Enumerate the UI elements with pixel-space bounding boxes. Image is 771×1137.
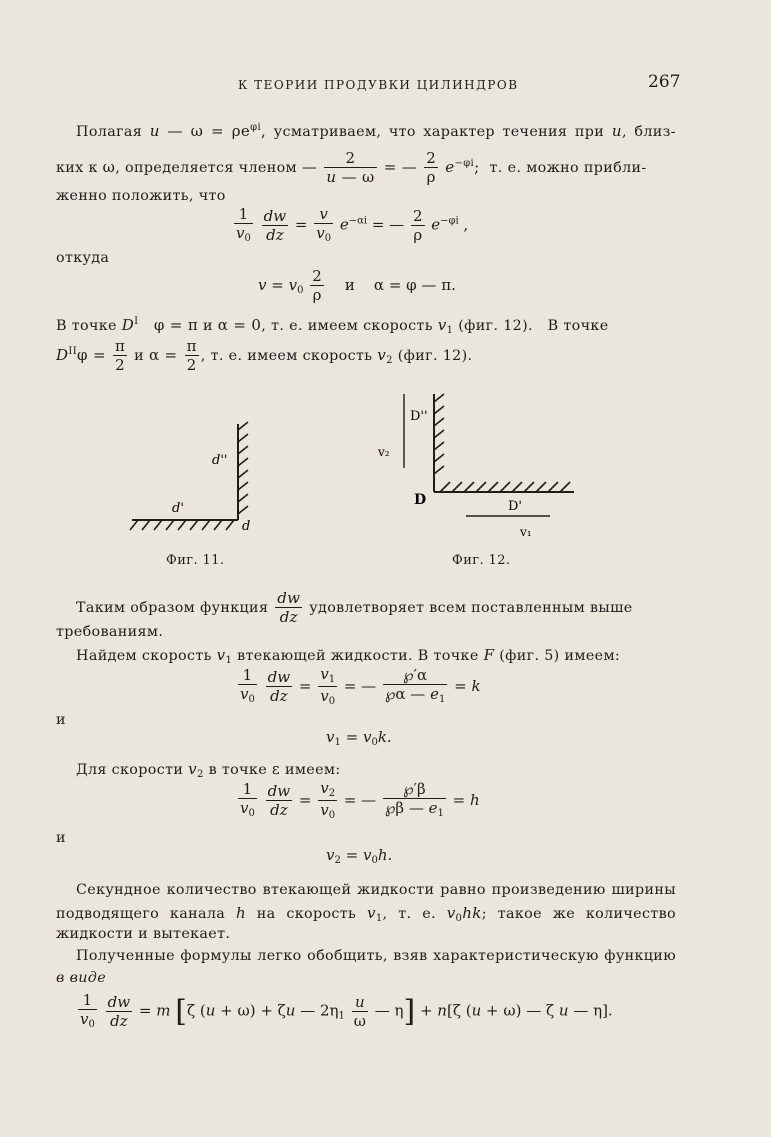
equation-general: $\frac{1}{v_0}$ $\frac{dw}{dz}$ = m [ζ (u + ω) + ζu — $2\eta_1$ $\frac{u}{\omega}$ — η] + n[ζ (u + ω) — ζ u — η].: [80, 991, 613, 1031]
paragraph-6-line-2: подводящего канала h на скорость $v_1$, т. е. $v_0hk$; такое же количество: [56, 904, 676, 924]
page-number: 267: [648, 72, 681, 92]
paragraph-7-line-1: Полученные формулы легко обобщить, взяв характеристическую функцию: [76, 948, 676, 964]
paragraph-7-line-2: в виде: [56, 970, 107, 986]
paragraph-2-line-2: $D^{II}\varphi$ = $\frac{\pi}{2}$ и α = $\frac{\pi}{2}$ , т. е. имеем скорость $v_2$ (фиг. 12).: [56, 337, 473, 375]
word-otkuda: откуда: [56, 250, 110, 266]
equation-dw-dz: $\frac{1}{v_0}$ $\frac{dw}{dz}$ = $\frac{v}{v_0}$ $e^{-\alpha i}$ = — $\frac{2}{\rho}$ $e^{-\varphi i}$ ,: [236, 205, 469, 245]
figure-12-caption: Фиг. 12.: [452, 553, 511, 568]
figure-12: [370, 388, 600, 548]
equation-v2: $v_2 = v_0h$.: [326, 846, 393, 866]
equation-v1: $v_1 = v_0k$.: [326, 728, 392, 748]
fig12-label-corner: D: [414, 492, 427, 508]
paragraph-6-line-1: Секундное количество втекающей жидкости равно произведению ширины: [76, 882, 676, 898]
paragraph-2-line-1: В точке $D^I$ φ = π и α = 0, т. е. имеем скорость $v_1$ (фиг. 12). В точке: [56, 316, 609, 336]
fig12-label-top: D'': [410, 409, 428, 424]
figure-11: [126, 420, 276, 540]
header-title: К ТЕОРИИ ПРОДУВКИ ЦИЛИНДРОВ: [238, 78, 519, 92]
word-and-2: и: [56, 712, 66, 728]
paragraph-1-line-2: ких к ω, определяется членом — $\frac{2}{u — \omega}$ = — $\frac{2}{\rho}$ $e^{-\varphi i}$; т. е. можно прибли-: [56, 149, 647, 187]
paragraph-1-line-3: женно положить, что: [56, 188, 226, 204]
equation-v-alpha: $v = v_0$ $\frac{2}{\rho}$ и α = φ — π.: [258, 267, 456, 305]
fig12-label-v1: v₁: [520, 525, 532, 539]
equation-k: $\frac{1}{v_0}$ $\frac{dw}{dz}$ = $\frac{v_1}{v_0}$ = — $\frac{℘'\alpha}{℘\alpha — e_1}$ = k: [240, 665, 481, 707]
fig11-label-top: d'': [212, 453, 228, 468]
fig11-label-left: d': [172, 501, 184, 516]
fig12-label-right: D': [508, 499, 522, 514]
paragraph-5: Для скорости $v_2$ в точке ε имеем:: [76, 760, 341, 780]
fig11-label-corner: d: [242, 519, 251, 534]
paragraph-3-line-1: Таким образом функция $\frac{dw}{dz}$ удовлетворяет всем поставленным выше: [76, 589, 633, 627]
paragraph-4: Найдем скорость $v_1$ втекающей жидкости. В точке F (фиг. 5) имеем:: [76, 646, 621, 666]
paragraph-3-line-2: требованиям.: [56, 624, 164, 640]
equation-h: $\frac{1}{v_0}$ $\frac{dw}{dz}$ = $\frac{v_2}{v_0}$ = — $\frac{℘'\beta}{℘\beta — e_1}$ = h: [240, 779, 480, 821]
word-and-3: и: [56, 830, 66, 846]
paragraph-6-line-3: жидкости и вытекает.: [56, 926, 231, 942]
figure-11-caption: Фиг. 11.: [166, 553, 225, 568]
fig12-label-v2: v₂: [378, 445, 390, 459]
paragraph-1-line-1: Полагая u — $\omega = \rho e^{\varphi i}$, усматриваем, что характер течения при u, близ-: [76, 122, 676, 140]
